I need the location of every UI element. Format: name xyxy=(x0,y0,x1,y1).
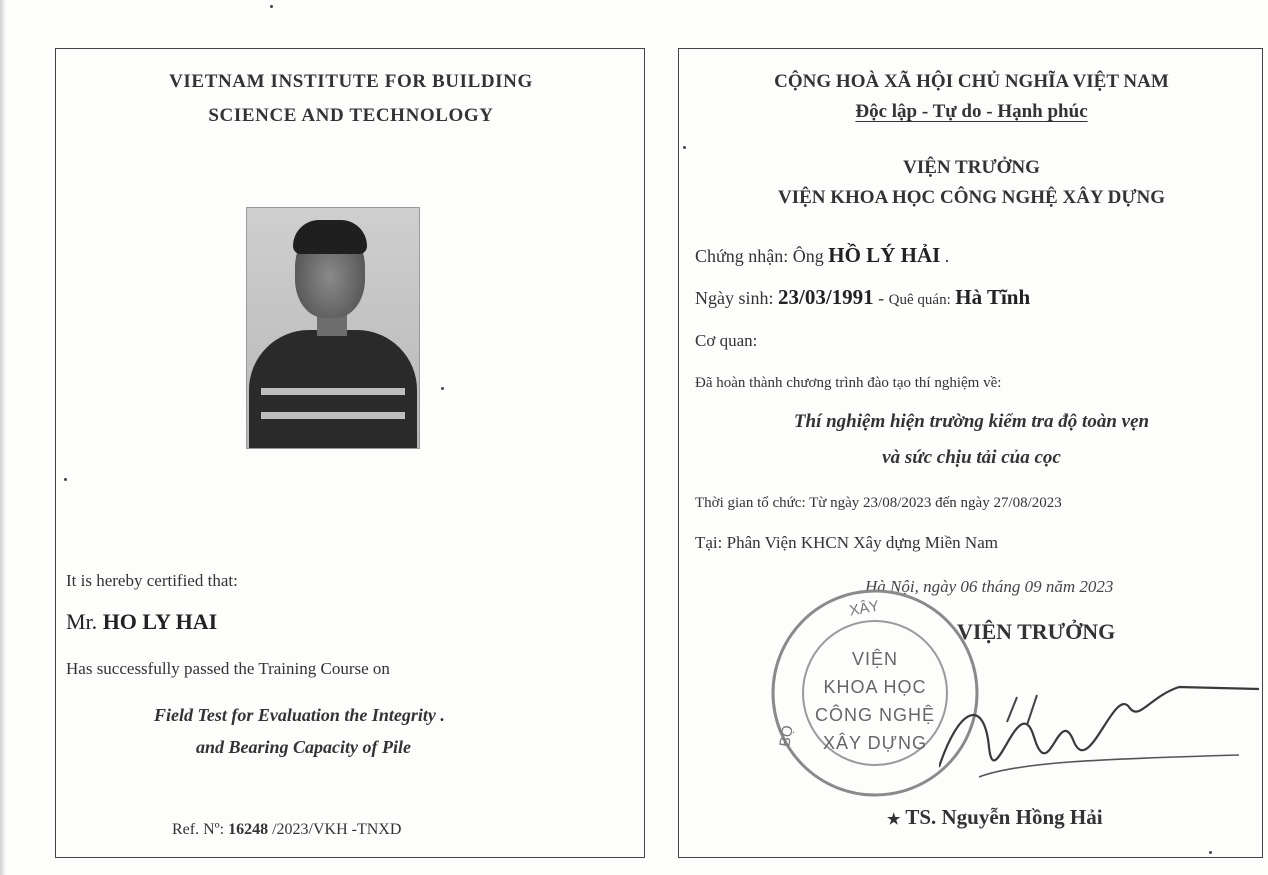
course-title-vi-line1: Thí nghiệm hiện trường kiểm tra độ toàn vẹn xyxy=(793,411,1150,432)
certified-person: Chứng nhận: Ông HỒ LÝ HẢI . xyxy=(695,243,950,267)
signatory-title: VIỆN TRƯỞNG xyxy=(957,619,1116,644)
course-title-line2: and Bearing Capacity of Pile xyxy=(196,737,411,757)
name-value: HO LY HAI xyxy=(102,609,218,634)
certificate-english-panel xyxy=(55,48,645,858)
training-period: Thời gian tổ chức: Từ ngày 23/08/2023 đến ngày 27/08/2023 xyxy=(695,495,1062,511)
scan-speck xyxy=(1209,851,1212,854)
ref-number: 16248 xyxy=(228,821,269,838)
stamp-line-1: VIỆN xyxy=(851,649,899,669)
course-title-line1: Field Test for Evaluation the Integrity . xyxy=(154,705,445,725)
birth-hometown-line: Ngày sinh: 23/03/1991 - Quê quán: Hà Tĩnh xyxy=(695,285,1031,309)
stamp-ring-text: XÂY xyxy=(847,597,881,620)
stamp-line-3: CÔNG NGHỆ xyxy=(814,705,936,725)
national-motto: Độc lập - Tự do - Hạnh phúc xyxy=(855,101,1088,122)
republic-heading: CỘNG HOÀ XÃ HỘI CHỦ NGHĨA VIỆT NAM xyxy=(774,71,1169,92)
scan-speck xyxy=(64,478,67,481)
person-name-vi: HỒ LÝ HẢI xyxy=(828,243,941,267)
training-location: Tại: Phân Viện KHCN Xây dựng Miền Nam xyxy=(695,533,998,552)
date-of-birth: 23/03/1991 xyxy=(778,285,874,309)
ref-label: Ref. Nº: xyxy=(172,821,225,838)
passed-course-text: Has successfully passed the Training Course on xyxy=(66,659,390,678)
certificate-vietnamese-panel xyxy=(678,48,1263,858)
scan-speck xyxy=(683,146,686,149)
hometown: Hà Tĩnh xyxy=(955,285,1031,309)
stamp-line-4: XÂY DỰNG xyxy=(822,733,928,753)
stamp-line-2: KHOA HỌC xyxy=(823,677,927,697)
institute-name-line1: VIETNAM INSTITUTE FOR BUILDING xyxy=(169,71,533,92)
scan-speck xyxy=(270,5,273,8)
recipient-name-en xyxy=(66,609,217,635)
handwritten-signature xyxy=(939,667,1259,787)
director-heading: VIỆN TRƯỞNG xyxy=(903,157,1040,178)
name-prefix: Mr. xyxy=(66,609,98,634)
portrait-photo xyxy=(246,207,420,449)
signer-name: ★ TS. Nguyễn Hồng Hải xyxy=(887,805,1103,829)
scan-edge xyxy=(0,0,6,875)
course-title-vi-line2: và sức chịu tải của cọc xyxy=(882,447,1061,468)
completed-program-label: Đã hoàn thành chương trình đào tạo thí nghiệm về: xyxy=(695,375,1002,391)
institute-name-vi: VIỆN KHOA HỌC CÔNG NGHỆ XÂY DỰNG xyxy=(777,187,1166,208)
stamp-side-text: BỘ xyxy=(776,724,797,749)
agency-label: Cơ quan: xyxy=(695,331,758,350)
certify-intro: It is hereby certified that: xyxy=(66,571,238,590)
institute-name-line2: SCIENCE AND TECHNOLOGY xyxy=(208,105,494,126)
ref-suffix: /2023/VKH -TNXD xyxy=(272,821,402,838)
issue-date: Hà Nội, ngày 06 tháng 09 năm 2023 xyxy=(865,577,1114,596)
reference-number xyxy=(172,821,401,839)
scan-speck xyxy=(441,387,444,390)
